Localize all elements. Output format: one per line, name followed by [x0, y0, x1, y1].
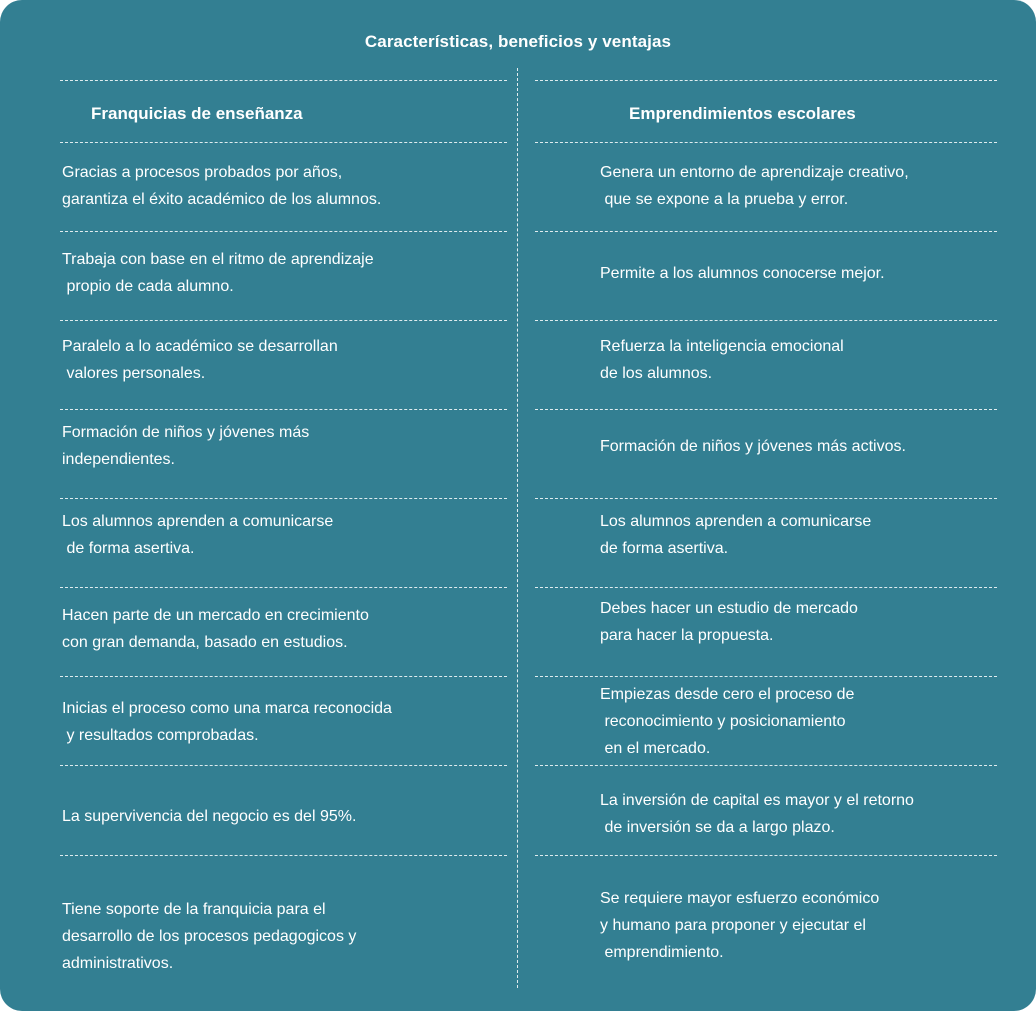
- row-divider: [60, 409, 507, 410]
- row-divider: [60, 142, 507, 143]
- cell-emprendimientos-5: Los alumnos aprenden a comunicarse de forma asertiva.: [600, 513, 872, 557]
- row-divider: [60, 676, 507, 677]
- row-divider: [60, 320, 507, 321]
- cell-franquicias-2: Trabaja con base en el ritmo de aprendizaje propio de cada alumno.: [62, 251, 374, 295]
- row-divider: [60, 587, 507, 588]
- cell-emprendimientos-4: Formación de niños y jóvenes más activos.: [600, 437, 906, 455]
- cell-emprendimientos-7: Empiezas desde cero el proceso de reconocimiento y posicionamiento en el mercado.: [600, 685, 855, 757]
- cell-franquicias-5: Los alumnos aprenden a comunicarse de forma asertiva.: [62, 513, 334, 557]
- cell-franquicias-4: Formación de niños y jóvenes más independientes.: [62, 424, 310, 468]
- cell-emprendimientos-2: Permite a los alumnos conocerse mejor.: [600, 264, 885, 282]
- row-divider: [60, 855, 507, 856]
- cell-franquicias-3: Paralelo a lo académico se desarrollan valores personales.: [62, 338, 338, 382]
- row-divider: [60, 765, 507, 766]
- cell-franquicias-6: Hacen parte de un mercado en crecimiento con gran demanda, basado en estudios.: [62, 607, 369, 651]
- cell-emprendimientos-6: Debes hacer un estudio de mercado para hacer la propuesta.: [600, 600, 858, 644]
- column-header-franquicias: Franquicias de enseñanza: [91, 104, 303, 123]
- column-divider: [517, 68, 518, 988]
- cell-emprendimientos-8: La inversión de capital es mayor y el retorno de inversión se da a largo plazo.: [600, 792, 914, 836]
- row-divider: [535, 765, 997, 766]
- row-divider: [535, 498, 997, 499]
- row-divider: [535, 409, 997, 410]
- cell-franquicias-1: Gracias a procesos probados por años, garantiza el éxito académico de los alumnos.: [62, 164, 382, 208]
- cell-franquicias-8: La supervivencia del negocio es del 95%.: [62, 807, 357, 825]
- row-divider: [535, 231, 997, 232]
- row-divider: [60, 498, 507, 499]
- cell-emprendimientos-9: Se requiere mayor esfuerzo económico y humano para proponer y ejecutar el emprendimiento.: [600, 889, 880, 961]
- cell-emprendimientos-3: Refuerza la inteligencia emocional de los alumnos.: [600, 338, 844, 382]
- row-divider: [535, 587, 997, 588]
- cell-emprendimientos-1: Genera un entorno de aprendizaje creativo, que se expone a la prueba y error.: [600, 164, 909, 208]
- row-divider: [535, 855, 997, 856]
- cell-franquicias-7: Inicias el proceso como una marca reconocida y resultados comprobadas.: [62, 700, 392, 744]
- column-header-emprendimientos: Emprendimientos escolares: [629, 104, 856, 123]
- row-divider: [535, 320, 997, 321]
- row-divider: [535, 80, 997, 81]
- row-divider: [60, 80, 507, 81]
- row-divider: [60, 231, 507, 232]
- row-divider: [535, 676, 997, 677]
- card-title: Características, beneficios y ventajas: [364, 32, 672, 51]
- row-divider: [535, 142, 997, 143]
- cell-franquicias-9: Tiene soporte de la franquicia para el desarrollo de los procesos pedagogicos y administrativos.: [62, 900, 357, 972]
